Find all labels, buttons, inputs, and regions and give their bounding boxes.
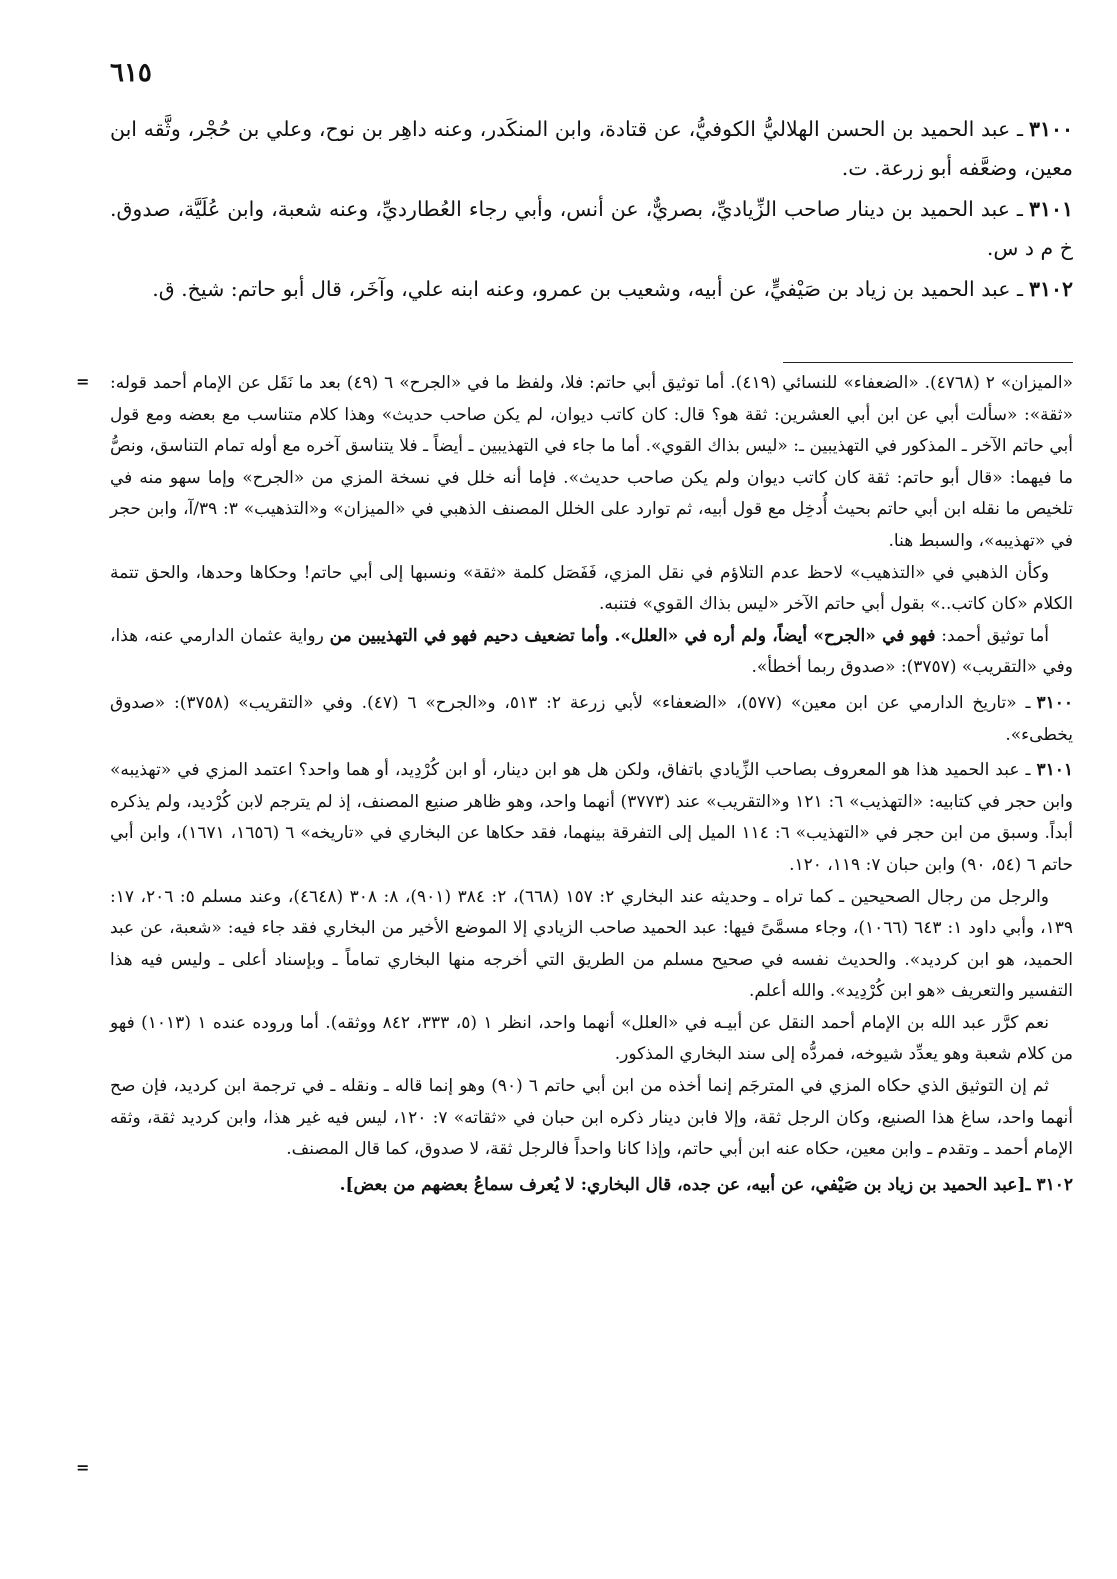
continuation-marker: =	[76, 1458, 90, 1477]
footnote-number: ٣١٠٢	[1036, 1174, 1073, 1195]
footnote-text: ثم إن التوثيق الذي حكاه المزي في المترجَم إنما أخذه من ابن أبي حاتم ٦ (٩٠) وهو إنما قاله ـ ونقله ـ في ترجمة ابن كرديد، فإن صح أنهما واحد، ساغ هذا الصنيع، وكان الرجل ثقة، وإلا فابن دينار ذكره ابن حبان في «ثقاته» ٧: ١٢٠، ليس فيه غير هذا، وابن كرديد ثقة، وثقه الإمام أحمد ـ وتقدم ـ وابن معين، حكاه عنه ابن أبي حاتم، وإذا كانا واحداً فالرجل ثقة، لا صدوق، كما قال المصنف.	[110, 1076, 1073, 1160]
main-text	[110, 110, 1073, 311]
entry-3102	[110, 270, 1073, 309]
entry-text: ـ عبد الحميد بن الحسن الهلاليُّ الكوفيُّ، عن قتادة، وابن المنكَدر، وعنه داهِر بن نوح، وعلي بن حُجْر، وثَّقه ابن معين، وضعَّفه أبو زرعة. ت.	[110, 117, 1073, 180]
entry-number: ٣١٠١	[1028, 197, 1073, 221]
footnote-continuation	[110, 368, 1073, 558]
footnote-separator	[783, 362, 1073, 363]
entry-number: ٣١٠٢	[1028, 277, 1073, 301]
footnotes	[110, 368, 1073, 1201]
footnote-paragraph	[110, 558, 1073, 621]
entry-3101	[110, 190, 1073, 268]
footnote-text: أما توثيق أحمد:	[935, 625, 1050, 646]
footnote-text: وكأن الذهبي في «التذهيب» لاحظ عدم التلاؤم في نقل المزي، فَفَصَل كلمة «ثقة» ونسبها إلى أبي حاتم! وحكاها وحدها، والحق تتمة الكلام «كان كاتب..» بقول أبي حاتم الآخر «ليس بذاك القوي» فتنبه.	[110, 562, 1073, 615]
entry-3100	[110, 110, 1073, 188]
footnote-text: نعم كرَّر عبد الله بن الإمام أحمد النقل عن أبيـه في «العلل» أنهما واحد، انظر ١ (٥، ٣٣٣، ٨٤٢ ووثقه). أما وروده عنده ١ (١٠١٣) فهو من كلام شعبة وهو يعدِّد شيوخه، فمردُّه إلى سند البخاري المذكور.	[110, 1012, 1073, 1065]
entry-text: ـ عبد الحميد بن دينار صاحب الزِّياديِّ، بصريٌّ، عن أنس، وأبي رجاء العُطارديِّ، وعنه شعبة، وابن عُلَيَّة، صدوق. خ م د س.	[110, 197, 1073, 260]
footnote-text: والرجل من رجال الصحيحين ـ كما تراه ـ وحديثه عند البخاري ٢: ١٥٧ (٦٦٨)، ٢: ٣٨٤ (٩٠١)، ٨: ٣٠٨ (٤٦٤٨)، وعند مسلم ٥: ٢٠٦، ١٧: ١٣٩، وأبي داود ١: ٦٤٣ (١٠٦٦)، وجاء مسمَّىً فيها: عبد الحميد صاحب الزيادي إلا الموضع الأخير من البخاري فقد جاء فيه: «شعبة، عن عبد الحميد، هو ابن كرديد». والحديث نفسه في صحيح مسلم من الطريق التي أخرجه منها البخاري تماماً ـ وبإسناد أعلى ـ وليس فيه هذا التفسير والتعريف «هو ابن كُرْدِيد». والله أعلم.	[110, 886, 1073, 1002]
page-number: ٦١٥	[110, 58, 152, 88]
footnote-3102	[110, 1170, 1073, 1202]
continuation-marker: =	[76, 372, 90, 391]
footnote-text: ـ عبد الحميد هذا هو المعروف بصاحب الزِّيادي باتفاق، ولكن هل هو ابن دينار، أو ابن كُرْدِيد، أو هما واحد؟ اعتمد المزي في «تهذيبه» وابن حجر في كتابيه: «التهذيب» ٦: ١٢١ و«التقريب» عند (٣٧٧٣) أنهما واحد، وهو ظاهر صنيع المصنف، إذ لم يترجم لابن كُرْديد، ولم يذكره أبداً. وسبق من ابن حجر في «التهذيب» ٦: ١١٤ الميل إلى التفرقة بينهما، فقد حكاها عن البخاري في «تاريخه» ٦ (١٦٥٦، ١٦٧١)، وابن أبي حاتم ٦ (٥٤، ٩٠) وابن حبان ٧: ١١٩، ١٢٠.	[110, 760, 1074, 875]
entry-text: ـ عبد الحميد بن زياد بن صَيْفيٍّ، عن أبيه، وشعيب بن عمرو، وعنه ابنه علي، وآخَر، قال أبو حاتم: شيخ. ق.	[152, 277, 1023, 301]
footnote-text: ـ[عبد الحميد بن زياد بن صَيْفي، عن أبيه، عن جده، قال البخاري: لا يُعرف سماعُ بعضهم من بعض].	[339, 1174, 1031, 1195]
footnote-bold-text: فهو في «الجرح» أيضاً، ولم أره في «العلل». وأما تضعيف دحيم فهو في التهذيبين من	[329, 625, 936, 646]
footnote-number: ٣١٠٠	[1036, 692, 1073, 713]
entry-number: ٣١٠٠	[1028, 117, 1073, 141]
footnote-3100	[110, 688, 1073, 751]
footnote-number: ٣١٠١	[1036, 760, 1073, 781]
footnote-3101	[110, 755, 1073, 881]
footnote-text: «الميزان» ٢ (٤٧٦٨). «الضعفاء» للنسائي (٤١٩). أما توثيق أبي حاتم: فلا، ولفظ ما في «الجرح» ٦ (٤٩) بعد ما نَقَل عن الإمام أحمد قوله: «ثقة»: «سألت أبي عن ابن أبي العشرين: ثقة هو؟ قال: كان كاتب ديوان، لم يكن صاحب حديث» وهذا كلام متناسب مع بعضه ومع قول أبي حاتم الآخر ـ المذكور في التهذيبين ـ: «ليس بذاك القوي». أما ما جاء في التهذيبين ـ أيضاً ـ فلا يتناسق آخره مع أوله تمام التناسق، ونصُّ ما فيهما: «قال أبو حاتم: ثقة كان كاتب ديوان ولم يكن صاحب حديث». فإما أنه خلل في نسخة المزي من «الجرح» وإما سهو منه في تلخيص ما نقله ابن أبي حاتم بحيث أُدخِل مع قول أبيه، ثم توارد على الخلل المصنف الذهبي في «الميزان» و«التذهيب» ٣: ٣٩/آ، وابن حجر في «تهذيبه»، والسبط هنا.	[110, 373, 1073, 551]
footnote-paragraph	[110, 1071, 1073, 1166]
footnote-paragraph	[110, 1008, 1073, 1071]
footnote-text: رواية عثمان الدارمي عنه، هذا، وفي «التقريب» (٣٧٥٧): «صدوق ربما أخطأ».	[110, 625, 1073, 678]
footnote-paragraph	[110, 621, 1073, 684]
footnote-paragraph	[110, 882, 1073, 1008]
footnote-text: ـ «تاريخ الدارمي عن ابن معين» (٥٧٧)، «الضعفاء» لأبي زرعة ٢: ٥١٣، و«الجرح» ٦ (٤٧). وفي «التقريب» (٣٧٥٨): «صدوق يخطىء».	[110, 692, 1073, 745]
